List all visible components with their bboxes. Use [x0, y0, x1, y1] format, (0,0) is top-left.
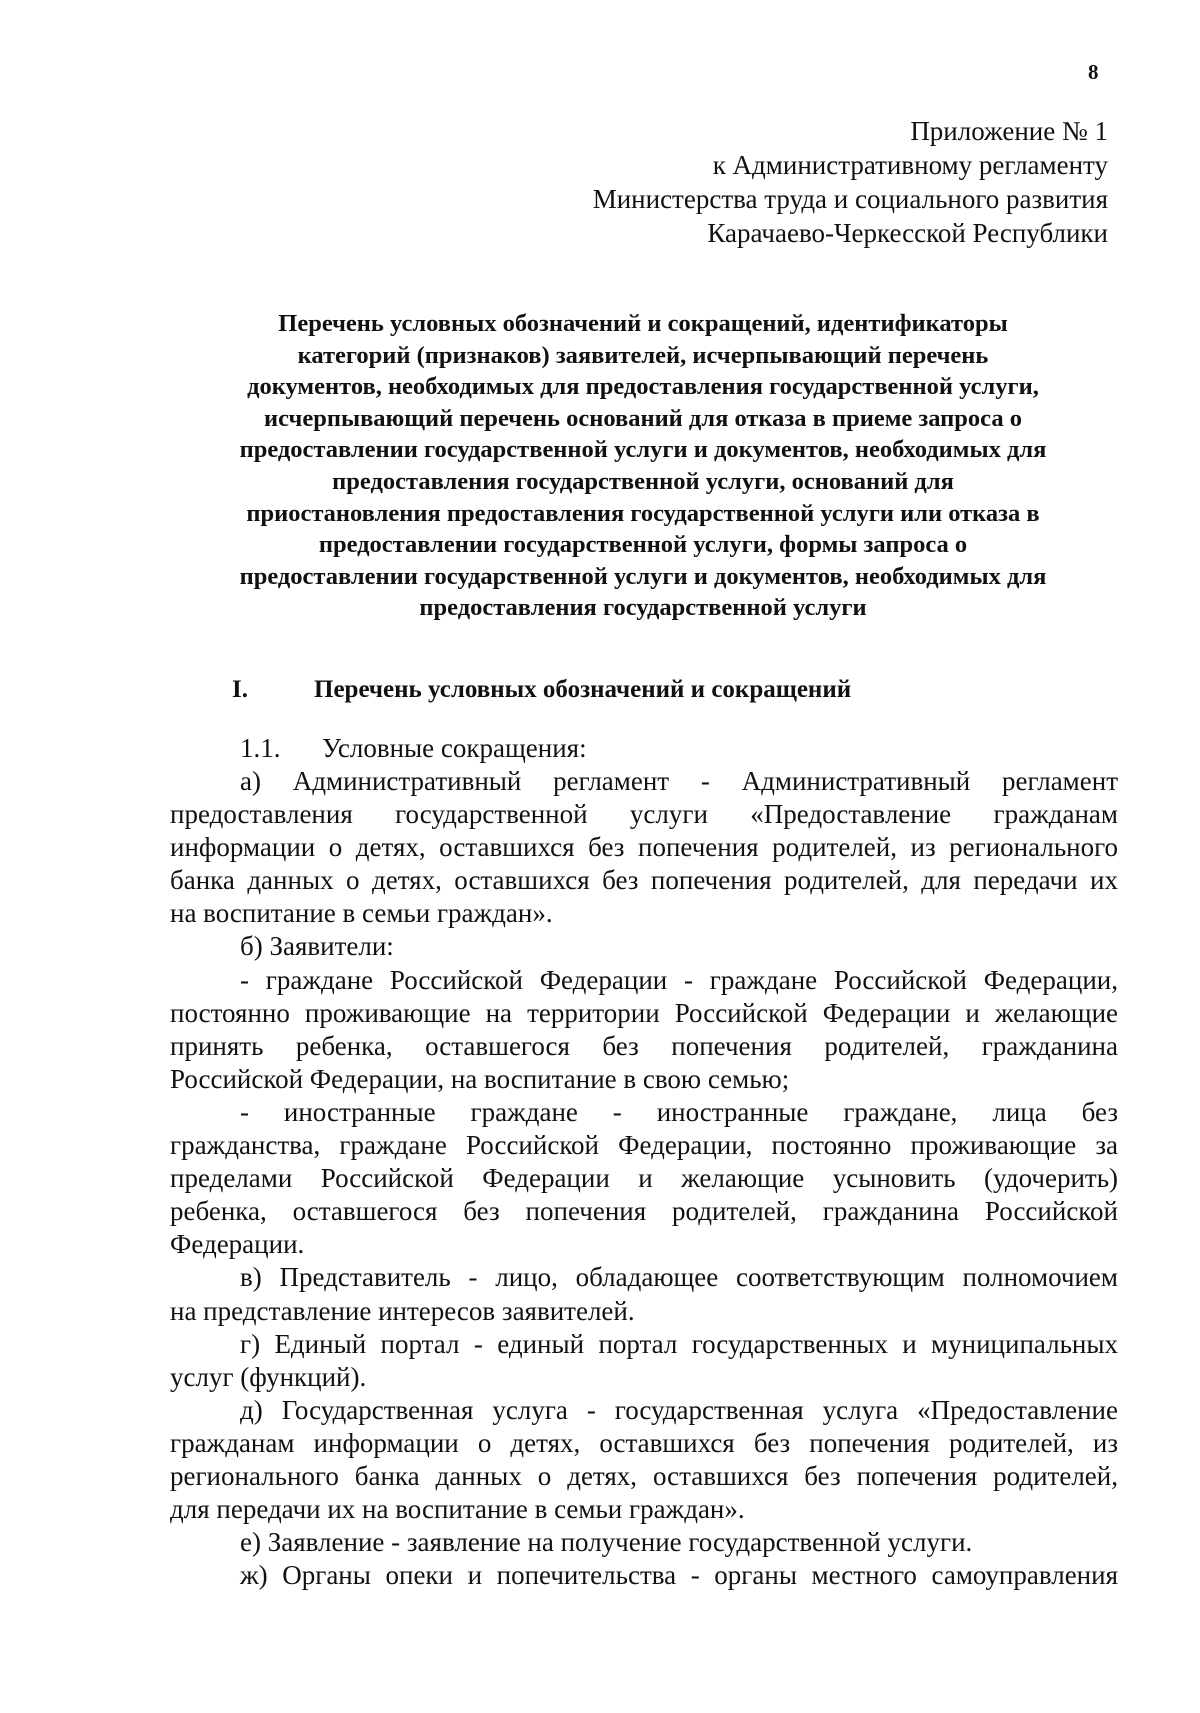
paragraph-line: ребенка, оставшегося без попечения родителей, гражданина Российской	[170, 1196, 1118, 1227]
document-title	[168, 308, 1118, 624]
paragraph-line: для передачи их на воспитание в семьи граждан».	[170, 1494, 745, 1525]
section-heading	[232, 676, 851, 704]
title-line: документов, необходимых для предоставления государственной услуги,	[247, 373, 1039, 401]
page-number: 8	[1088, 60, 1099, 84]
appendix-line: Карачаево-Черкесской Республики	[707, 218, 1108, 248]
paragraph-line: принять ребенка, оставшегося без попечения родителей, гражданина	[170, 1030, 1118, 1061]
paragraph-line: предоставления государственной услуги «Предоставление гражданам	[170, 799, 1118, 830]
appendix-line: Приложение № 1	[910, 116, 1108, 146]
paragraph-line: - граждане Российской Федерации - граждане Российской Федерации,	[240, 964, 1118, 995]
title-line: категорий (признаков) заявителей, исчерпывающий перечень	[297, 341, 989, 369]
paragraph-line: пределами Российской Федерации и желающие усыновить (удочерить)	[170, 1163, 1118, 1194]
title-line: предоставлении государственной услуги и документов, необходимых для	[239, 562, 1047, 590]
section-number: I.	[232, 676, 248, 703]
title-line: исчерпывающий перечень оснований для отказа в приеме запроса о	[264, 404, 1022, 432]
body-text	[170, 765, 1118, 1592]
paragraph-line: постоянно проживающие на территории Российской Федерации и желающие	[170, 997, 1118, 1028]
title-line: предоставлении государственной услуги, формы запроса о	[318, 531, 968, 559]
paragraph-line: д) Государственная услуга - государственная услуга «Предоставление	[240, 1394, 1118, 1425]
paragraph-line: регионального банка данных о детях, оставшихся без попечения родителей,	[170, 1460, 1118, 1491]
title-line: предоставления государственной услуги	[419, 594, 867, 622]
paragraph-line: Федерации.	[170, 1229, 305, 1260]
paragraph-line: на представление интересов заявителей.	[170, 1295, 635, 1326]
paragraph-line: Российской Федерации, на воспитание в свою семью;	[170, 1063, 790, 1094]
paragraph-line: банка данных о детях, оставшихся без попечения родителей, для передачи их	[170, 865, 1118, 896]
appendix-reference	[593, 114, 1108, 250]
paragraph-line: г) Единый портал - единый портал государственных и муниципальных	[240, 1328, 1118, 1359]
paragraph-line: услуг (функций).	[170, 1361, 367, 1392]
paragraph-line: е) Заявление - заявление на получение государственной услуги.	[240, 1527, 973, 1558]
title-line: предоставлении государственной услуги и документов, необходимых для	[239, 436, 1047, 464]
paragraph-line: б) Заявители:	[240, 931, 394, 962]
appendix-line: Министерства труда и социального развития	[592, 184, 1108, 214]
section-title: Перечень условных обозначений и сокращений	[314, 676, 852, 703]
paragraph-line: на воспитание в семьи граждан».	[170, 898, 553, 929]
paragraph-line: а) Административный регламент - Административный регламент	[240, 766, 1118, 796]
subsection-number: 1.1.	[240, 733, 281, 763]
subsection-heading	[170, 732, 1118, 765]
title-line: Перечень условных обозначений и сокращений, идентификаторы	[278, 310, 1008, 337]
appendix-line: к Административному регламенту	[712, 150, 1108, 180]
paragraph-line: ж) Органы опеки и попечительства - органы местного самоуправления	[240, 1560, 1118, 1591]
paragraph-line: гражданам информации о детях, оставшихся без попечения родителей, из	[170, 1427, 1118, 1458]
title-line: приостановления предоставления государственной услуги или отказа в	[246, 499, 1040, 527]
title-line: предоставления государственной услуги, оснований для	[332, 467, 954, 495]
paragraph-line: - иностранные граждане - иностранные граждане, лица без	[240, 1096, 1118, 1127]
paragraph-line: в) Представитель - лицо, обладающее соответствующим полномочием	[240, 1262, 1118, 1293]
paragraph-line: информации о детях, оставшихся без попечения родителей, из регионального	[170, 832, 1118, 863]
subsection-title: Условные сокращения:	[322, 733, 587, 763]
paragraph-line: гражданства, граждане Российской Федерации, постоянно проживающие за	[170, 1130, 1118, 1161]
